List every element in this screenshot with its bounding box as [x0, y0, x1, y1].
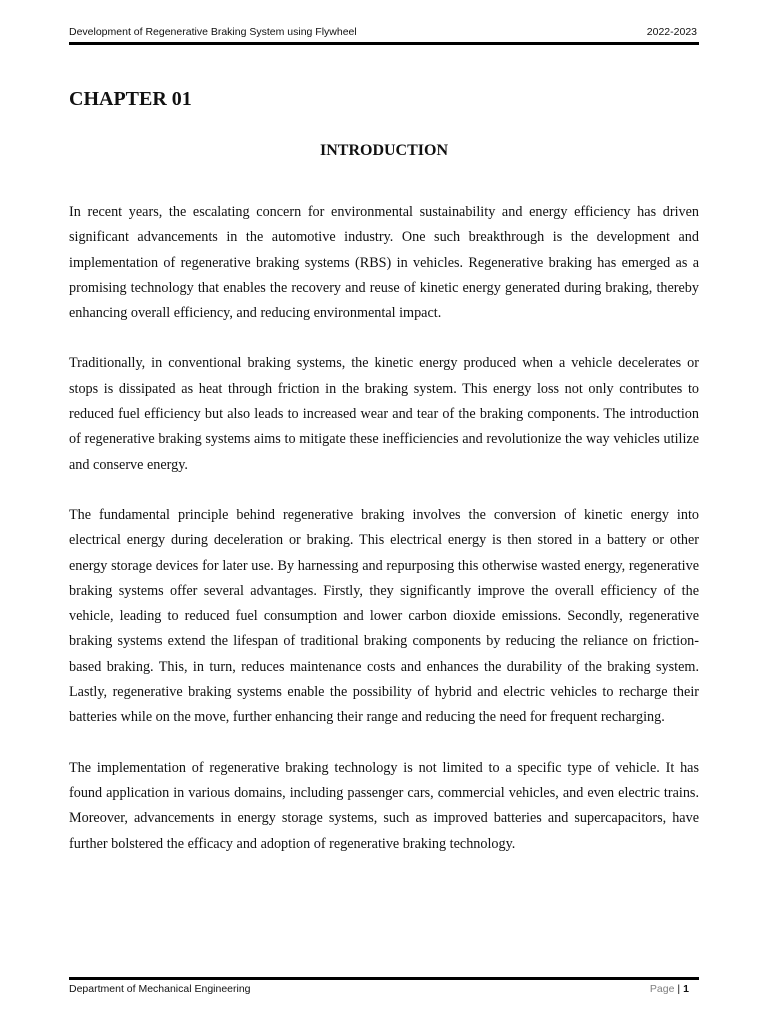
- document-title: Development of Regenerative Braking System using Flywheel: [69, 26, 357, 38]
- body-text: [69, 200, 699, 882]
- department-name: Department of Mechanical Engineering: [69, 983, 251, 995]
- section-title: INTRODUCTION: [319, 142, 448, 159]
- paragraph-1: In recent years, the escalating concern for environmental sustainability and energy efficiency has driven significant advancements in the automotive industry. One such breakthrough is the development and implementation of regenerative braking systems (RBS) in vehicles. Regenerative braking has emerged as a promising technology that enables the recovery and reuse of kinetic energy generated during braking, thereby enhancing overall efficiency, and reducing environmental impact.: [69, 204, 699, 322]
- page-label: Page: [649, 983, 675, 995]
- paragraph-4: The implementation of regenerative braking technology is not limited to a specific type of vehicle. It has found application in various domains, including passenger cars, commercial vehicles, and even electric trains. Moreover, advancements in energy storage systems, such as improved batteries and supercapacitors, have further bolstered the efficacy and adoption of regenerative braking technology.: [69, 759, 699, 852]
- academic-year: 2022-2023: [646, 26, 697, 38]
- page-header: [69, 26, 699, 40]
- paragraph-3: The fundamental principle behind regenerative braking involves the conversion of kinetic energy into electrical energy during deceleration or braking. This electrical energy is then stored in a battery or other energy storage devices for later use. By harnessing and repurposing this otherwise wasted energy, regenerative braking systems offer several advantages. Firstly, they significantly improve the overall efficiency of the vehicle, leading to reduced fuel consumption and lower carbon dioxide emissions. Secondly, regenerative braking systems extend the lifespan of traditional braking components by reducing the reliance on friction-based braking. This, in turn, reduces maintenance costs and enhances the durability of the braking system. Lastly, regenerative braking systems enable the possibility of hybrid and electric vehicles to recharge their batteries while on the move, further enhancing their range and reducing the need for frequent recharging.: [69, 506, 699, 726]
- paragraph-2: Traditionally, in conventional braking systems, the kinetic energy produced when a vehicle decelerates or stops is dissipated as heat through friction in the braking system. This energy loss not only contributes to reduced fuel efficiency but also leads to increased wear and tear of the braking components. The introduction of regenerative braking systems aims to mitigate these inefficiencies and revolutionize the way vehicles utilize and conserve energy.: [69, 355, 699, 473]
- footer-divider: [69, 977, 699, 980]
- page-number: 1: [683, 983, 689, 995]
- chapter-heading: CHAPTER 01: [69, 88, 192, 110]
- page-footer: [69, 983, 699, 997]
- page-separator: |: [677, 983, 681, 995]
- header-divider: [69, 42, 699, 45]
- page-indicator: [650, 983, 689, 995]
